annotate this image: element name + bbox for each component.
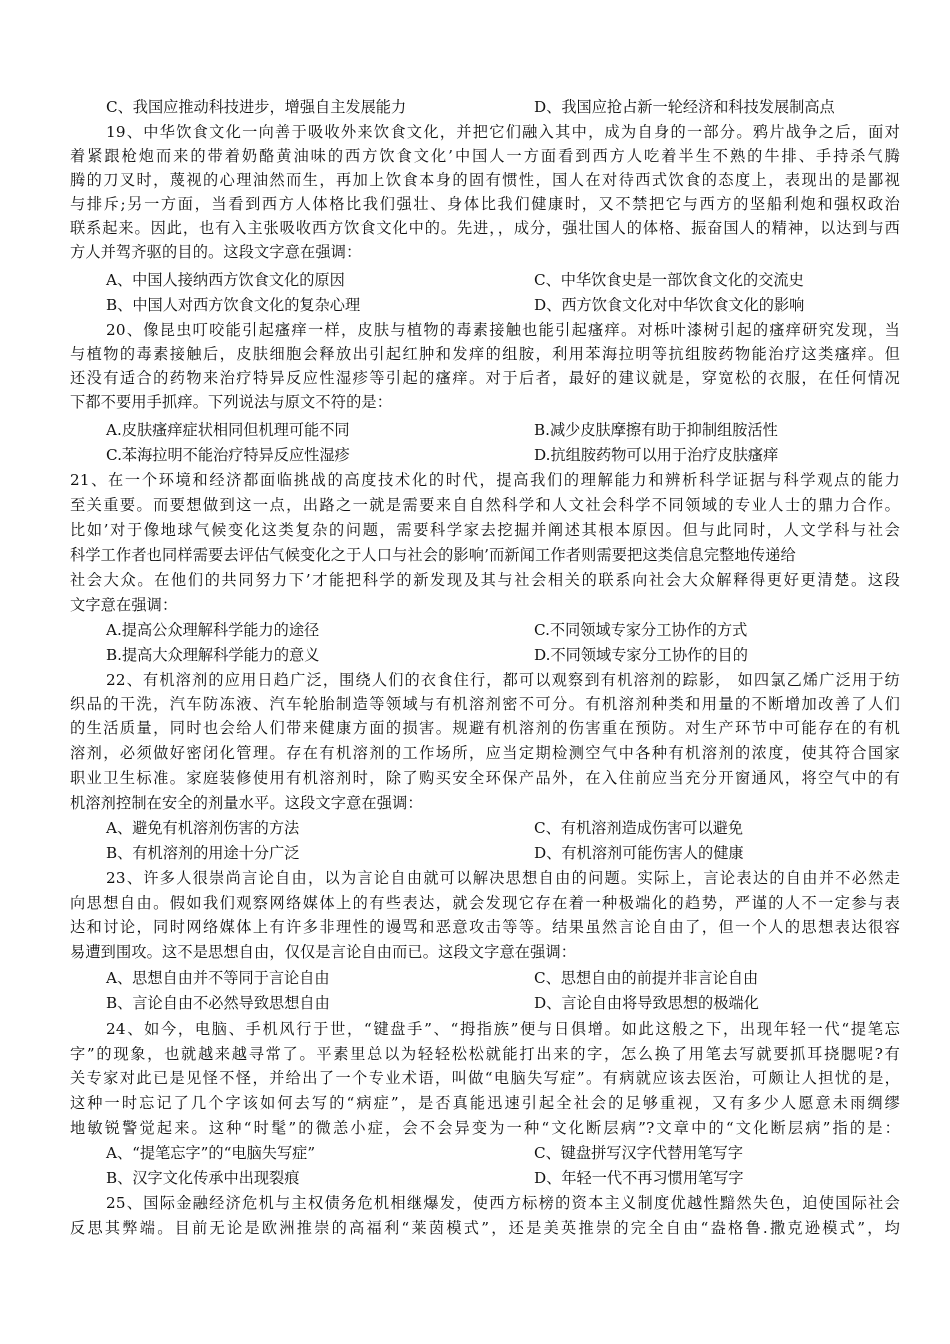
q20-option-a: A.皮肤瘙痒症状相同但机理可能不同 bbox=[106, 421, 350, 439]
q22-line-4: 溶剂，必须做好密闭化管理。存在有机溶剂的工作场所，应当定期检测空气中各种有机溶剂的浓度，使其符合国家 bbox=[70, 744, 900, 762]
q23-option-b: B、言论自由不必然导致思想自由 bbox=[106, 994, 330, 1012]
q25-line-2: 反思其弊端。目前无论是欧洲推崇的高福利“莱茵模式”，还是美英推崇的完全自由“盎格鲁.撒克逊模式”，均 bbox=[70, 1219, 900, 1237]
q22-line-6: 机溶剂控制在安全的剂量水平。这段文字意在强调： bbox=[70, 794, 423, 812]
q21-option-a: A.提高公众理解科学能力的途径 bbox=[106, 621, 320, 639]
q23-line-3: 达和讨论，同时网络媒体上有许多非理性的谩骂和恶意攻击等等。结果虽然言论自由了，但一个人的思想表达很容 bbox=[70, 918, 900, 936]
q23-line-4: 易遭到围攻。这不是思想自由，仅仅是言论自由而已。这段文字意在强调： bbox=[70, 943, 577, 961]
q19-option-b: B、中国人对西方饮食文化的复杂心理 bbox=[106, 296, 361, 314]
q21-line-3: 比如’对于像地球气候变化这类复杂的问题，需要科学家去挖掘并阐述其根本原因。但与此同时，人文学科与社会 bbox=[70, 521, 900, 539]
q18-option-c: C、我国应推动科技进步，增强自主发展能力 bbox=[106, 98, 407, 116]
q20-line-4: 下都不要用手抓痒。下列说法与原文不符的是： bbox=[70, 393, 393, 411]
q19-line-4: 与排斥;另一方面，当看到西方人体格比我们强壮、身体比我们健康时，又不禁把它与西方的坚船利炮和强权政治 bbox=[70, 195, 900, 213]
q18-option-d: D、我国应抢占新一轮经济和科技发展制高点 bbox=[534, 98, 835, 116]
q21-line-5: 社会大众。在他们的共同努力下’才能把科学的新发现及其与社会相关的联系向社会大众解释得更好更清楚。这段 bbox=[70, 571, 900, 589]
q21-line-2: 至关重要。而要想做到这一点，出路之一就是需要来自自然科学和人文社会科学不同领域的专业人士的鼎力合作。 bbox=[70, 496, 900, 514]
q22-option-d: D、有机溶剂可能伤害人的健康 bbox=[534, 844, 744, 862]
q25-line-1: 25、国际金融经济危机与主权债务危机相继爆发，使西方标榜的资本主义制度优越性黯然失色，迫使国际社会 bbox=[106, 1194, 900, 1212]
q21-option-b: B.提高大众理解科学能力的意义 bbox=[106, 646, 320, 664]
q19-line-2: 着紧跟枪炮而来的带着奶酪黄油味的西方饮食文化’中国人一方面看到西方人吃着半生不熟的牛排、手持杀气腾 bbox=[70, 147, 900, 165]
q23-line-2: 向思想自由。假如我们观察网络媒体上的有些表达，就会发现它存在着一种极端化的趋势，严谨的人不一定参与表 bbox=[70, 894, 900, 912]
q20-line-3: 还没有适合的药物来治疗特异反应性湿疹等引起的瘙痒。对于后者，最好的建议就是，穿宽松的衣服，在任何情况 bbox=[70, 369, 900, 387]
q24-option-d: D、年轻一代不再习惯用笔写字 bbox=[534, 1169, 744, 1187]
q20-option-c: C.苯海拉明不能治疗特异反应性湿疹 bbox=[106, 446, 350, 464]
q22-option-b: B、有机溶剂的用途十分广泛 bbox=[106, 844, 300, 862]
q22-option-c: C、有机溶剂造成伤害可以避免 bbox=[534, 819, 744, 837]
q21-line-1: 21、在一个环境和经济都面临挑战的高度技术化的时代，提高我们的理解能力和辨析科学证据与科学观点的能力 bbox=[70, 471, 900, 489]
q20-option-d: D.抗组胺药物可以用于治疗皮肤瘙痒 bbox=[534, 446, 779, 464]
q23-option-c: C、思想自由的前提并非言论自由 bbox=[534, 969, 759, 987]
q19-line-1: 19、中华饮食文化一向善于吸收外来饮食文化，并把它们融入其中，成为自身的一部分。鸦片战争之后，面对 bbox=[106, 123, 900, 141]
q24-line-3: 关专家对此已是见怪不怪，并给出了一个专业术语，叫做“电脑失写症”。有病就应该去医治，可颇让人担忧的是， bbox=[70, 1069, 900, 1087]
q21-line-6: 文字意在强调： bbox=[70, 596, 178, 614]
q22-line-2: 织品的干洗，汽车防冻液、汽车轮胎制造等领域与有机溶剂密不可分。有机溶剂种类和用量的不断增加改善了人们 bbox=[70, 695, 900, 713]
q22-line-1: 22、有机溶剂的应用日趋广泛，围绕人们的衣食住行，都可以观察到有机溶剂的踪影， 如四氯乙烯广泛用于纺 bbox=[106, 671, 900, 689]
q24-option-a: A、“提笔忘字”的“电脑失写症” bbox=[106, 1144, 316, 1162]
q19-line-5: 联系起来。因此，也有入主张吸收西方饮食文化中的。先进，，成分，强壮国人的体格、振奋国人的精神，以达到与西 bbox=[70, 219, 900, 237]
q24-line-1: 24、如今，电脑、手机风行于世，“键盘手”、“拇指族”便与日俱增。如此这般之下，出现年轻一代“提笔忘 bbox=[106, 1020, 900, 1038]
q22-option-a: A、避免有机溶剂伤害的方法 bbox=[106, 819, 300, 837]
q19-option-d: D、西方饮食文化对中华饮食文化的影响 bbox=[534, 296, 805, 314]
q24-option-b: B、汉字文化传承中出现裂痕 bbox=[106, 1169, 300, 1187]
q20-option-b: B.减少皮肤摩擦有助于抑制组胺活性 bbox=[534, 421, 778, 439]
q21-line-4: 科学工作者也同样需要去评估气候变化之于人口与社会的影响’而新闻工作者则需要把这类信息完整地传递给 bbox=[70, 546, 796, 564]
q19-line-3: 腾的刀叉时，蔑视的心理油然而生，再加上饮食本身的固有惯性，国人在对待西式饮食的态度上，表现出的是鄙视 bbox=[70, 171, 900, 189]
q21-option-c: C.不同领域专家分工协作的方式 bbox=[534, 621, 748, 639]
q19-line-6: 方人并驾齐驱的目的。这段文字意在强调： bbox=[70, 243, 362, 261]
q19-option-c: C、中华饮食史是一部饮食文化的交流史 bbox=[534, 271, 804, 289]
q21-option-d: D.不同领域专家分工协作的目的 bbox=[534, 646, 748, 664]
q22-line-3: 的生活质量，同时也会给人们带来健康方面的损害。规避有机溶剂的伤害重在预防。对生产环节中可能存在的有机 bbox=[70, 719, 900, 737]
q24-option-c: C、键盘拼写汉字代替用笔写字 bbox=[534, 1144, 744, 1162]
q24-line-4: 这种一时忘记了几个字该如何去写的“病症”，是否真能迅速引起全社会的足够重视，又有多少人愿意未雨绸缪 bbox=[70, 1094, 900, 1112]
q20-line-1: 20、像昆虫叮咬能引起瘙痒一样，皮肤与植物的毒素接触也能引起瘙痒。对栎叶漆树引起的瘙痒研究发现，当 bbox=[106, 321, 900, 339]
q20-line-2: 与植物的毒素接触后，皮肤细胞会释放出引起红肿和发痒的组胺，利用苯海拉明等抗组胺药物能治疗这类瘙痒。但 bbox=[70, 345, 900, 363]
q24-line-5: 地敏锐警觉起来。这种“时髦”的微恙小症，会不会异变为一种“文化断层病”?文章中的“文化断层病”指的是： bbox=[70, 1119, 900, 1137]
q23-option-a: A、思想自由并不等同于言论自由 bbox=[106, 969, 330, 987]
q24-line-2: 字”的现象，也就越来越寻常了。平素里总以为轻轻松松就能打出来的字，怎么换了用笔去写就要抓耳挠腮呢?有 bbox=[70, 1045, 900, 1063]
q19-option-a: A、中国人接纳西方饮食文化的原因 bbox=[106, 271, 345, 289]
q22-line-5: 职业卫生标准。家庭装修使用有机溶剂时，除了购买安全环保产品外，在入住前应当充分开窗通风，将空气中的有 bbox=[70, 769, 900, 787]
q23-line-1: 23、许多人很崇尚言论自由，以为言论自由就可以解决思想自由的问题。实际上，言论表达的自由并不必然走 bbox=[106, 869, 900, 887]
q23-option-d: D、言论自由将导致思想的极端化 bbox=[534, 994, 759, 1012]
